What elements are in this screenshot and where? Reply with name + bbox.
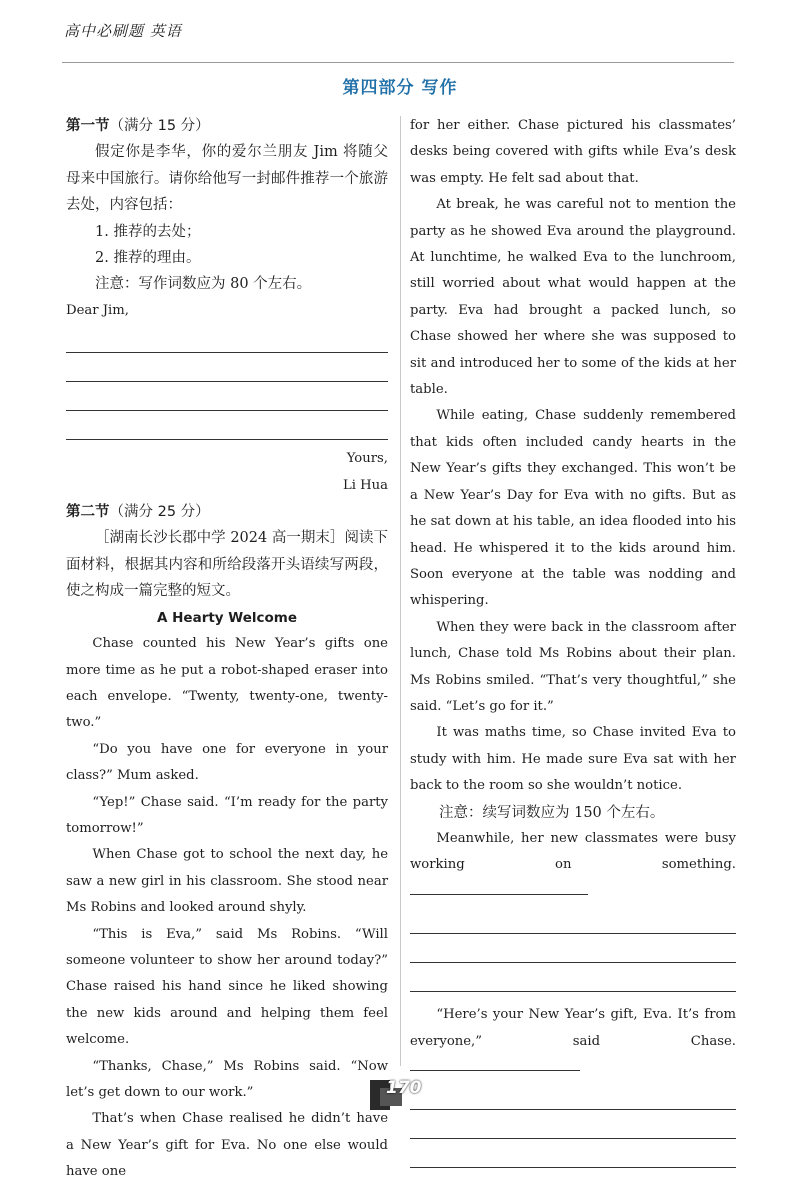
section1-score: （满分 15 分） <box>109 118 210 134</box>
section1-title: 第一节 <box>66 118 110 134</box>
column-separator <box>400 116 401 1066</box>
answer-line[interactable] <box>410 934 736 963</box>
answer-line[interactable] <box>410 1139 736 1168</box>
answer-line[interactable] <box>410 1081 736 1110</box>
story-paragraph-continued: for her either. Chase pictured his classmates’ desks being covered with gifts while Eva’s desk was empty. He felt sad about that. <box>410 118 736 186</box>
answer-line[interactable] <box>410 1110 736 1139</box>
section1-point-2: 2. 推荐的理由。 <box>95 250 201 267</box>
section2-note: 注意：续写词数应为 150 个左右。 <box>439 804 665 821</box>
story-paragraph: When Chase got to school the next day, he saw a new girl in his classroom. She stood near Ms Robins and looked around shyly. <box>66 847 388 916</box>
answer-line[interactable] <box>66 411 388 440</box>
section2-score: （满分 25 分） <box>109 504 210 521</box>
story-paragraph: “This is Eva,” said Ms Robins. “Will someone volunteer to show her around today?” Chase raised his hand since he liked showing the new kids around and helping them feel welcome. <box>66 926 388 1048</box>
section2-instruction <box>66 525 388 604</box>
story-paragraph: That’s when Chase realised he didn’t have a New Year’s gift for Eva. No one else would have one <box>66 1111 388 1180</box>
closing: Yours, <box>346 451 388 467</box>
answer-line[interactable] <box>66 324 388 353</box>
continuation-prompt-2 <box>410 1002 736 1081</box>
page-number: 170 <box>386 1078 422 1098</box>
section2-instruction-text: 阅读下面材料，根据其内容和所给段落开头语续写两段，使之构成一篇完整的短文。 <box>66 530 388 600</box>
story-paragraph: Chase counted his New Year’s gifts one more time as he put a robot-shaped eraser into each envelope. “Twenty, twenty-one, twenty-two.” <box>66 636 388 731</box>
part-title: 第四部分 写作 <box>342 78 458 98</box>
section2-title: 第二节 <box>66 504 110 521</box>
right-column <box>410 113 736 1168</box>
continuation-prompt-1 <box>410 826 736 905</box>
section2-source: ［湖南长沙长郡中学 2024 高一期末］ <box>95 530 345 547</box>
prompt2-text: “Here’s your New Year’s gift, Eva. It’s from everyone,” said Chase. <box>410 1007 736 1049</box>
salutation: Dear Jim, <box>66 302 129 318</box>
section1-heading <box>66 113 388 139</box>
story-paragraph: At break, he was careful not to mention the party as he showed Eva around the playground. At lunchtime, he walked Eva to the lunchroom, still worried about what would happen at the party. Eva had brought a packed lunch, so Chase showed her where she was supposed to sit and introduced her to some of the kids at her table. <box>410 197 736 398</box>
section1-note: 注意：写作词数应为 80 个左右。 <box>95 276 312 293</box>
story-paragraph: “Yep!” Chase said. “I’m ready for the party tomorrow!” <box>66 794 388 836</box>
section2-heading <box>66 499 388 525</box>
section1-point-1: 1. 推荐的去处； <box>95 223 201 240</box>
story-paragraph: “Thanks, Chase,” Ms Robins said. “Now let’s get down to our work.” <box>66 1058 388 1100</box>
story-paragraph: While eating, Chase suddenly remembered that kids often included candy hearts in the New Year’s gifts they exchanged. This won’t be a New Year’s Day for Eva with no gifts. But as he sat down at his table, an idea flooded into his head. He whispered it to the kids around him. Soon everyone at the table was nodding and whispering. <box>410 408 736 609</box>
story-paragraph: It was maths time, so Chase invited Eva to study with him. He made sure Eva sat with her back to the room so she wouldn’t notice. <box>410 725 736 794</box>
answer-blank[interactable] <box>410 882 588 895</box>
section1-prompt: 假定你是李华，你的爱尔兰朋友 Jim 将随父母来中国旅行。请你给他写一封邮件推荐一个旅游去处，内容包括： <box>66 144 388 214</box>
signature: Li Hua <box>342 477 388 493</box>
prompt1-text: Meanwhile, her new classmates were busy working on something. <box>410 830 736 873</box>
page-number-badge <box>370 1074 422 1114</box>
answer-line[interactable] <box>66 382 388 411</box>
answer-line[interactable] <box>410 963 736 992</box>
story-paragraph: When they were back in the classroom after lunch, Chase told Ms Robins about their plan. Ms Robins smiled. “That’s very thoughtful,” she said. “Let’s go for it.” <box>410 619 736 714</box>
answer-line[interactable] <box>410 905 736 934</box>
answer-line[interactable] <box>66 353 388 382</box>
left-column <box>66 113 388 1186</box>
running-head: 高中必刷题 英语 <box>64 22 182 40</box>
story-title: A Hearty Welcome <box>156 609 298 626</box>
story-paragraph: “Do you have one for everyone in your class?” Mum asked. <box>66 741 388 784</box>
header-rule <box>62 62 734 63</box>
answer-blank[interactable] <box>410 1058 580 1071</box>
